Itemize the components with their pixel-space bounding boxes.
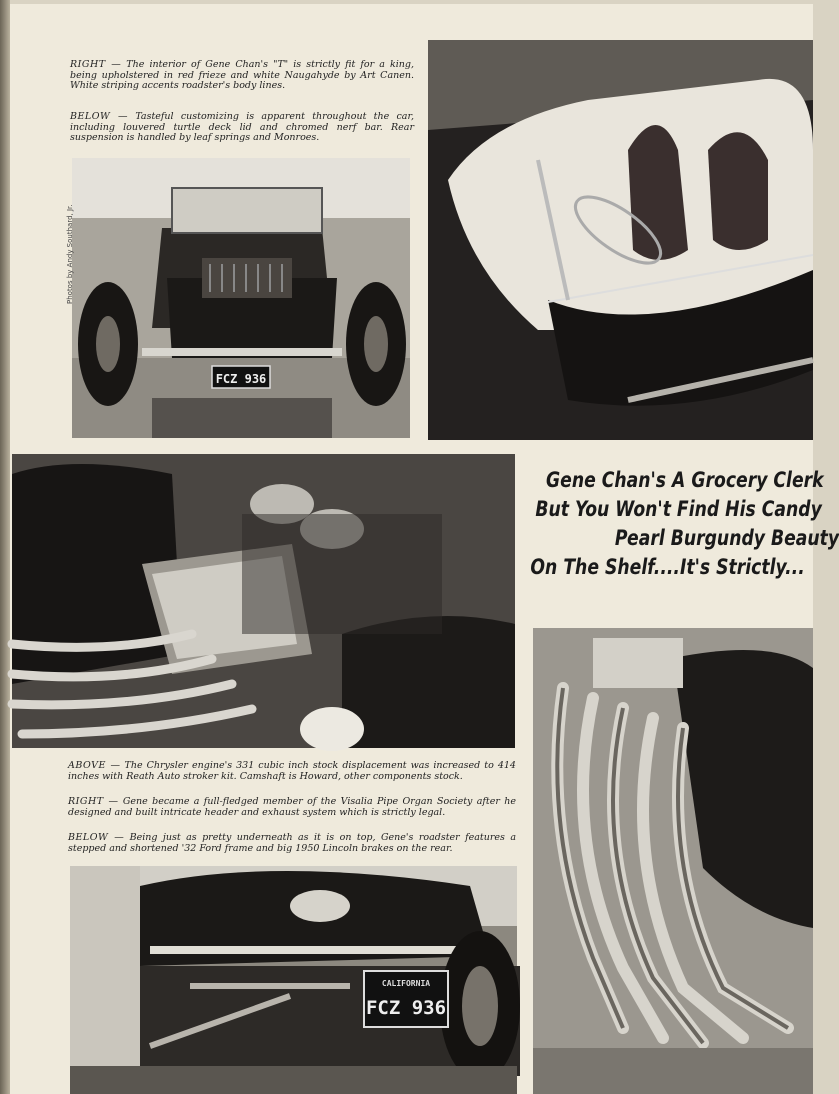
photo-engine [12,454,515,748]
photo-credit: Photos by Andy Southard, Jr. [66,204,74,304]
caption-text: Tasteful customizing is apparent throughout the car, including louvered turtle deck lid and chromed nerf bar. Rear suspension is handled by leaf springs and Monroes. [70,111,414,143]
plate-state-text: CALIFORNIA [381,979,431,988]
caption-frame [68,833,516,854]
photo-exhaust [533,628,813,1094]
headline-line: Pearl Burgundy Beauty [614,526,839,550]
license-plate-text: FCZ 936 [215,372,267,386]
photo-rear-view [72,158,410,438]
photo-interior [428,40,813,440]
caption-lead: RIGHT — [68,796,119,807]
caption-lead: RIGHT — [70,59,122,70]
caption-lead: BELOW — [70,111,129,122]
headline-line: On The Shelf....It's Strictly... [530,555,805,579]
headline-line: Gene Chan's A Grocery Clerk [546,468,824,492]
caption-text: Being just as pretty underneath as it is on top, Gene's roadster features a stepped and shortened '32 Ford frame and big 1950 Lincoln brakes on the rear. [68,832,516,854]
page-binding-edge [0,0,10,1094]
photo-underside [70,866,517,1094]
caption-text: Gene became a full-fledged member of the Visalia Pipe Organ Society after he designed and built intricate header and exhaust system which is strictly legal. [68,796,516,818]
article-headline [530,466,839,582]
caption-customizing [70,112,414,144]
headline-line: But You Won't Find His Candy [535,497,822,521]
caption-engine [68,761,516,782]
caption-lead: BELOW — [68,832,125,843]
caption-lead: ABOVE — [68,760,121,771]
magazine-page [10,4,839,1094]
caption-text: The Chrysler engine's 331 cubic inch stock displacement was increased to 414 inches with Reath Auto stroker kit. Camshaft is Howard, other components stock. [68,760,516,782]
caption-text: The interior of Gene Chan's "T" is strictly fit for a king, being upholstered in red frieze and white Naugahyde by Art Canen. White striping accents roadster's body lines. [70,59,414,91]
caption-interior [70,60,414,92]
license-plate-large-text: FCZ 936 [365,997,447,1019]
caption-exhaust [68,797,516,818]
